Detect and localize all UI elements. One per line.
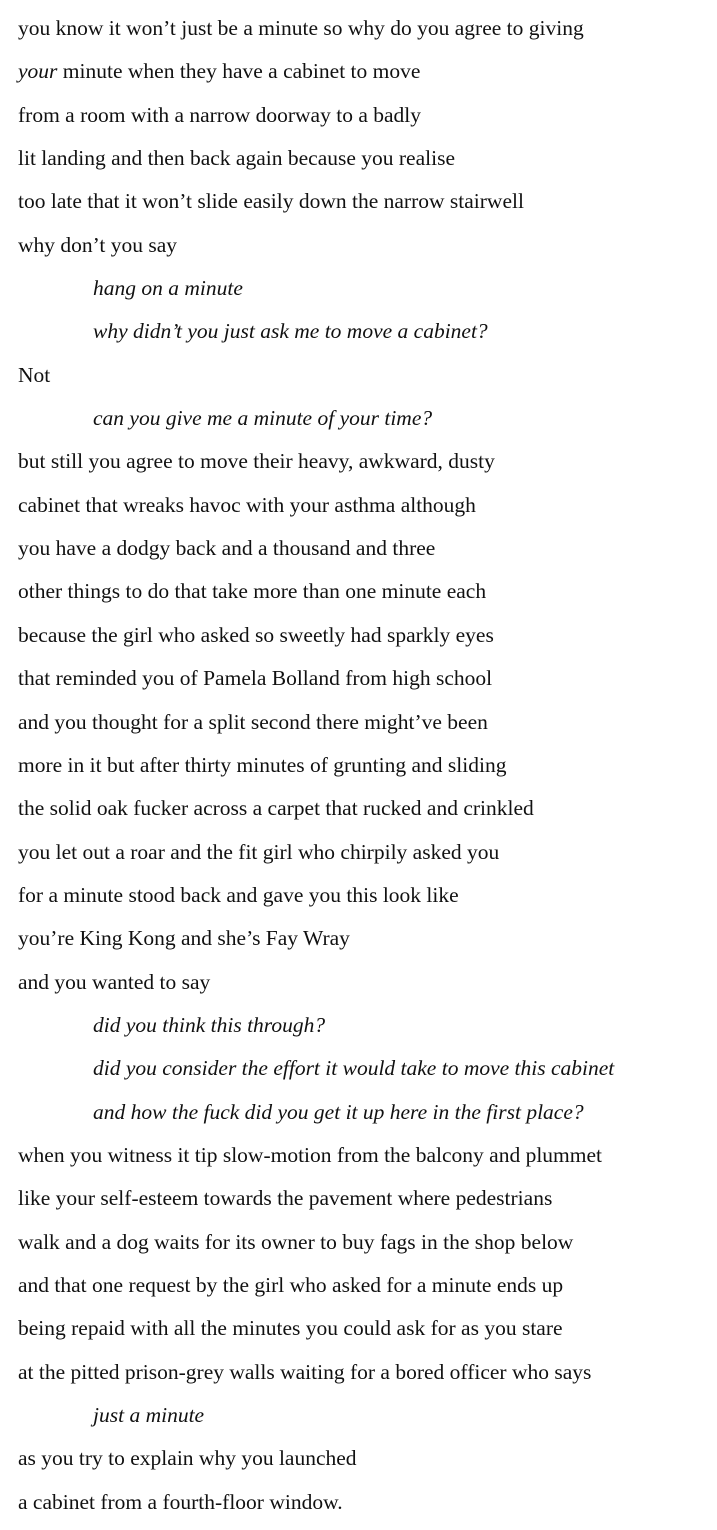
poem-line: too late that it won’t slide easily down the narrow stairwell [18, 189, 524, 214]
poem-line: but still you agree to move their heavy, awkward, dusty [18, 449, 495, 474]
poem-line: at the pitted prison-grey walls waiting for a bored officer who says [18, 1359, 592, 1384]
poem-line: you have a dodgy back and a thousand and three [18, 536, 436, 561]
poem-line: other things to do that take more than one minute each [18, 579, 487, 604]
poem-line: from a room with a narrow doorway to a badly [18, 102, 422, 127]
poem-line: walk and a dog waits for its owner to buy fags in the shop below [18, 1229, 574, 1254]
poem-line: the solid oak fucker across a carpet that rucked and crinkled [18, 796, 534, 821]
poem-line-italic: did you consider the effort it would take to move this cabinet [93, 1056, 615, 1081]
poem-line: you let out a roar and the fit girl who chirpily asked you [18, 839, 500, 864]
poem-line: more in it but after thirty minutes of grunting and sliding [18, 752, 507, 777]
poem-line-italic: and how the fuck did you get it up here in the first place? [93, 1099, 584, 1124]
poem-line-emphasis: your [18, 59, 58, 84]
poem-line-italic: just a minute [93, 1403, 205, 1427]
poem-line: lit landing and then back again because you realise [18, 146, 456, 171]
poem-line: because the girl who asked so sweetly had sparkly eyes [18, 622, 494, 647]
poem-line: for a minute stood back and gave you this look like [18, 882, 459, 907]
poem-line: as you try to explain why you launched [18, 1446, 357, 1471]
poem-line: you’re King Kong and she’s Fay Wray [18, 926, 350, 951]
poem-line: why don’t you say [18, 232, 178, 257]
poem-line: being repaid with all the minutes you could ask for as you stare [18, 1316, 563, 1341]
poem-line: and that one request by the girl who asked for a minute ends up [18, 1272, 564, 1297]
poem-line-italic: why didn’t you just ask me to move a cabinet? [93, 319, 488, 344]
poem-line: and you wanted to say [18, 969, 211, 994]
poem-line [18, 56, 717, 99]
poem-line: cabinet that wreaks havoc with your asthma although [18, 492, 476, 517]
poem-line: you know it won’t just be a minute so why do you agree to giving [18, 16, 584, 40]
poem-line: and you thought for a split second there might’ve been [18, 709, 488, 734]
poem-line: that reminded you of Pamela Bolland from high school [18, 666, 493, 691]
poem-line: when you witness it tip slow-motion from the balcony and plummet [18, 1142, 603, 1167]
poem-line-italic: can you give me a minute of your time? [93, 406, 433, 431]
poem-line: Not [18, 362, 51, 387]
poem-line: a cabinet from a fourth-floor window. [18, 1489, 343, 1514]
poem-line-rest: minute when they have a cabinet to move [57, 59, 421, 84]
poem-line-italic: did you think this through? [93, 1012, 326, 1037]
poem-line: like your self-esteem towards the pavement where pedestrians [18, 1186, 553, 1211]
poem-line-italic: hang on a minute [93, 276, 243, 301]
